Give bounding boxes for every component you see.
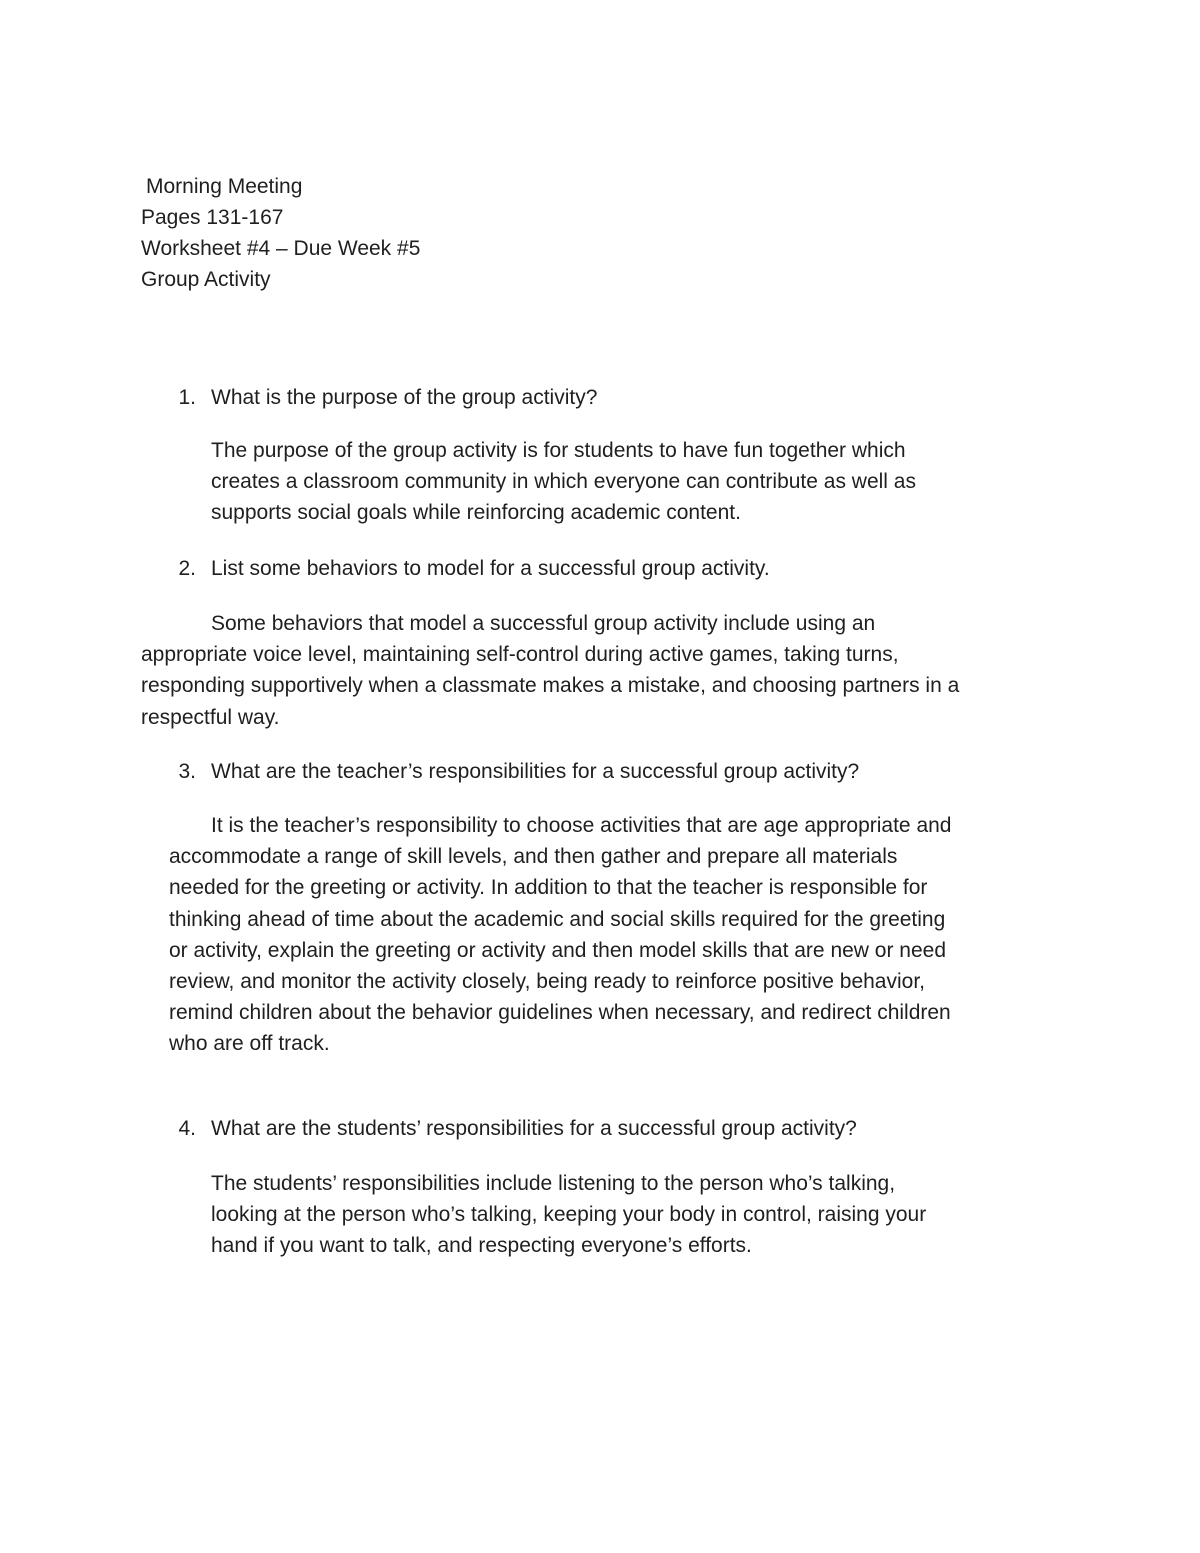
answer-line: Some behaviors that model a successful group activity include using an [211,612,876,635]
answer-paragraph [141,608,959,733]
answer-paragraph [211,435,916,529]
answer-line: appropriate voice level, maintaining self-control during active games, taking turns, [141,643,899,667]
question-text: What are the students’ responsibilities for a successful group activity? [211,1117,857,1140]
question-number: 3. [178,760,196,783]
question-text: What is the purpose of the group activity? [211,386,598,409]
answer-paragraph [169,810,952,1060]
section-topic: Group Activity [141,268,271,291]
answer-line: respectful way. [141,705,280,729]
pages-range: Pages 131-167 [141,206,284,229]
answer-line: creates a classroom community in which everyone can contribute as well as [211,470,916,494]
answer-line: who are off track. [169,1032,330,1056]
question-number: 1. [178,386,196,409]
answer-line: review, and monitor the activity closely, being ready to reinforce positive behavior, [169,969,925,993]
question-number: 2. [178,557,196,580]
question-number: 4. [178,1117,196,1140]
question-text: List some behaviors to model for a successful group activity. [211,557,770,580]
answer-line: accommodate a range of skill levels, and then gather and prepare all materials [169,845,898,869]
answer-line: It is the teacher’s responsibility to choose activities that are age appropriate and [211,814,952,837]
answer-line: thinking ahead of time about the academic and social skills required for the greeting [169,907,946,931]
answer-line: remind children about the behavior guidelines when necessary, and redirect children [169,1001,951,1025]
answer-line: The students’ responsibilities include listening to the person who’s talking, [211,1172,896,1195]
answer-line: hand if you want to talk, and respecting everyone’s efforts. [211,1234,752,1258]
document-title: Morning Meeting [146,175,303,198]
question-text: What are the teacher’s responsibilities for a successful group activity? [211,760,860,783]
answer-paragraph [211,1168,926,1262]
answer-line: or activity, explain the greeting or activity and then model skills that are new or need [169,938,947,962]
answer-line: needed for the greeting or activity. In addition to that the teacher is responsible for [169,876,928,900]
worksheet-due: Worksheet #4 – Due Week #5 [141,237,421,260]
answer-line: The purpose of the group activity is for students to have fun together which [211,439,906,462]
answer-line: supports social goals while reinforcing academic content. [211,501,741,525]
answer-line: looking at the person who’s talking, keeping your body in control, raising your [211,1203,927,1227]
answer-line: responding supportively when a classmate makes a mistake, and choosing partners in a [141,674,960,698]
